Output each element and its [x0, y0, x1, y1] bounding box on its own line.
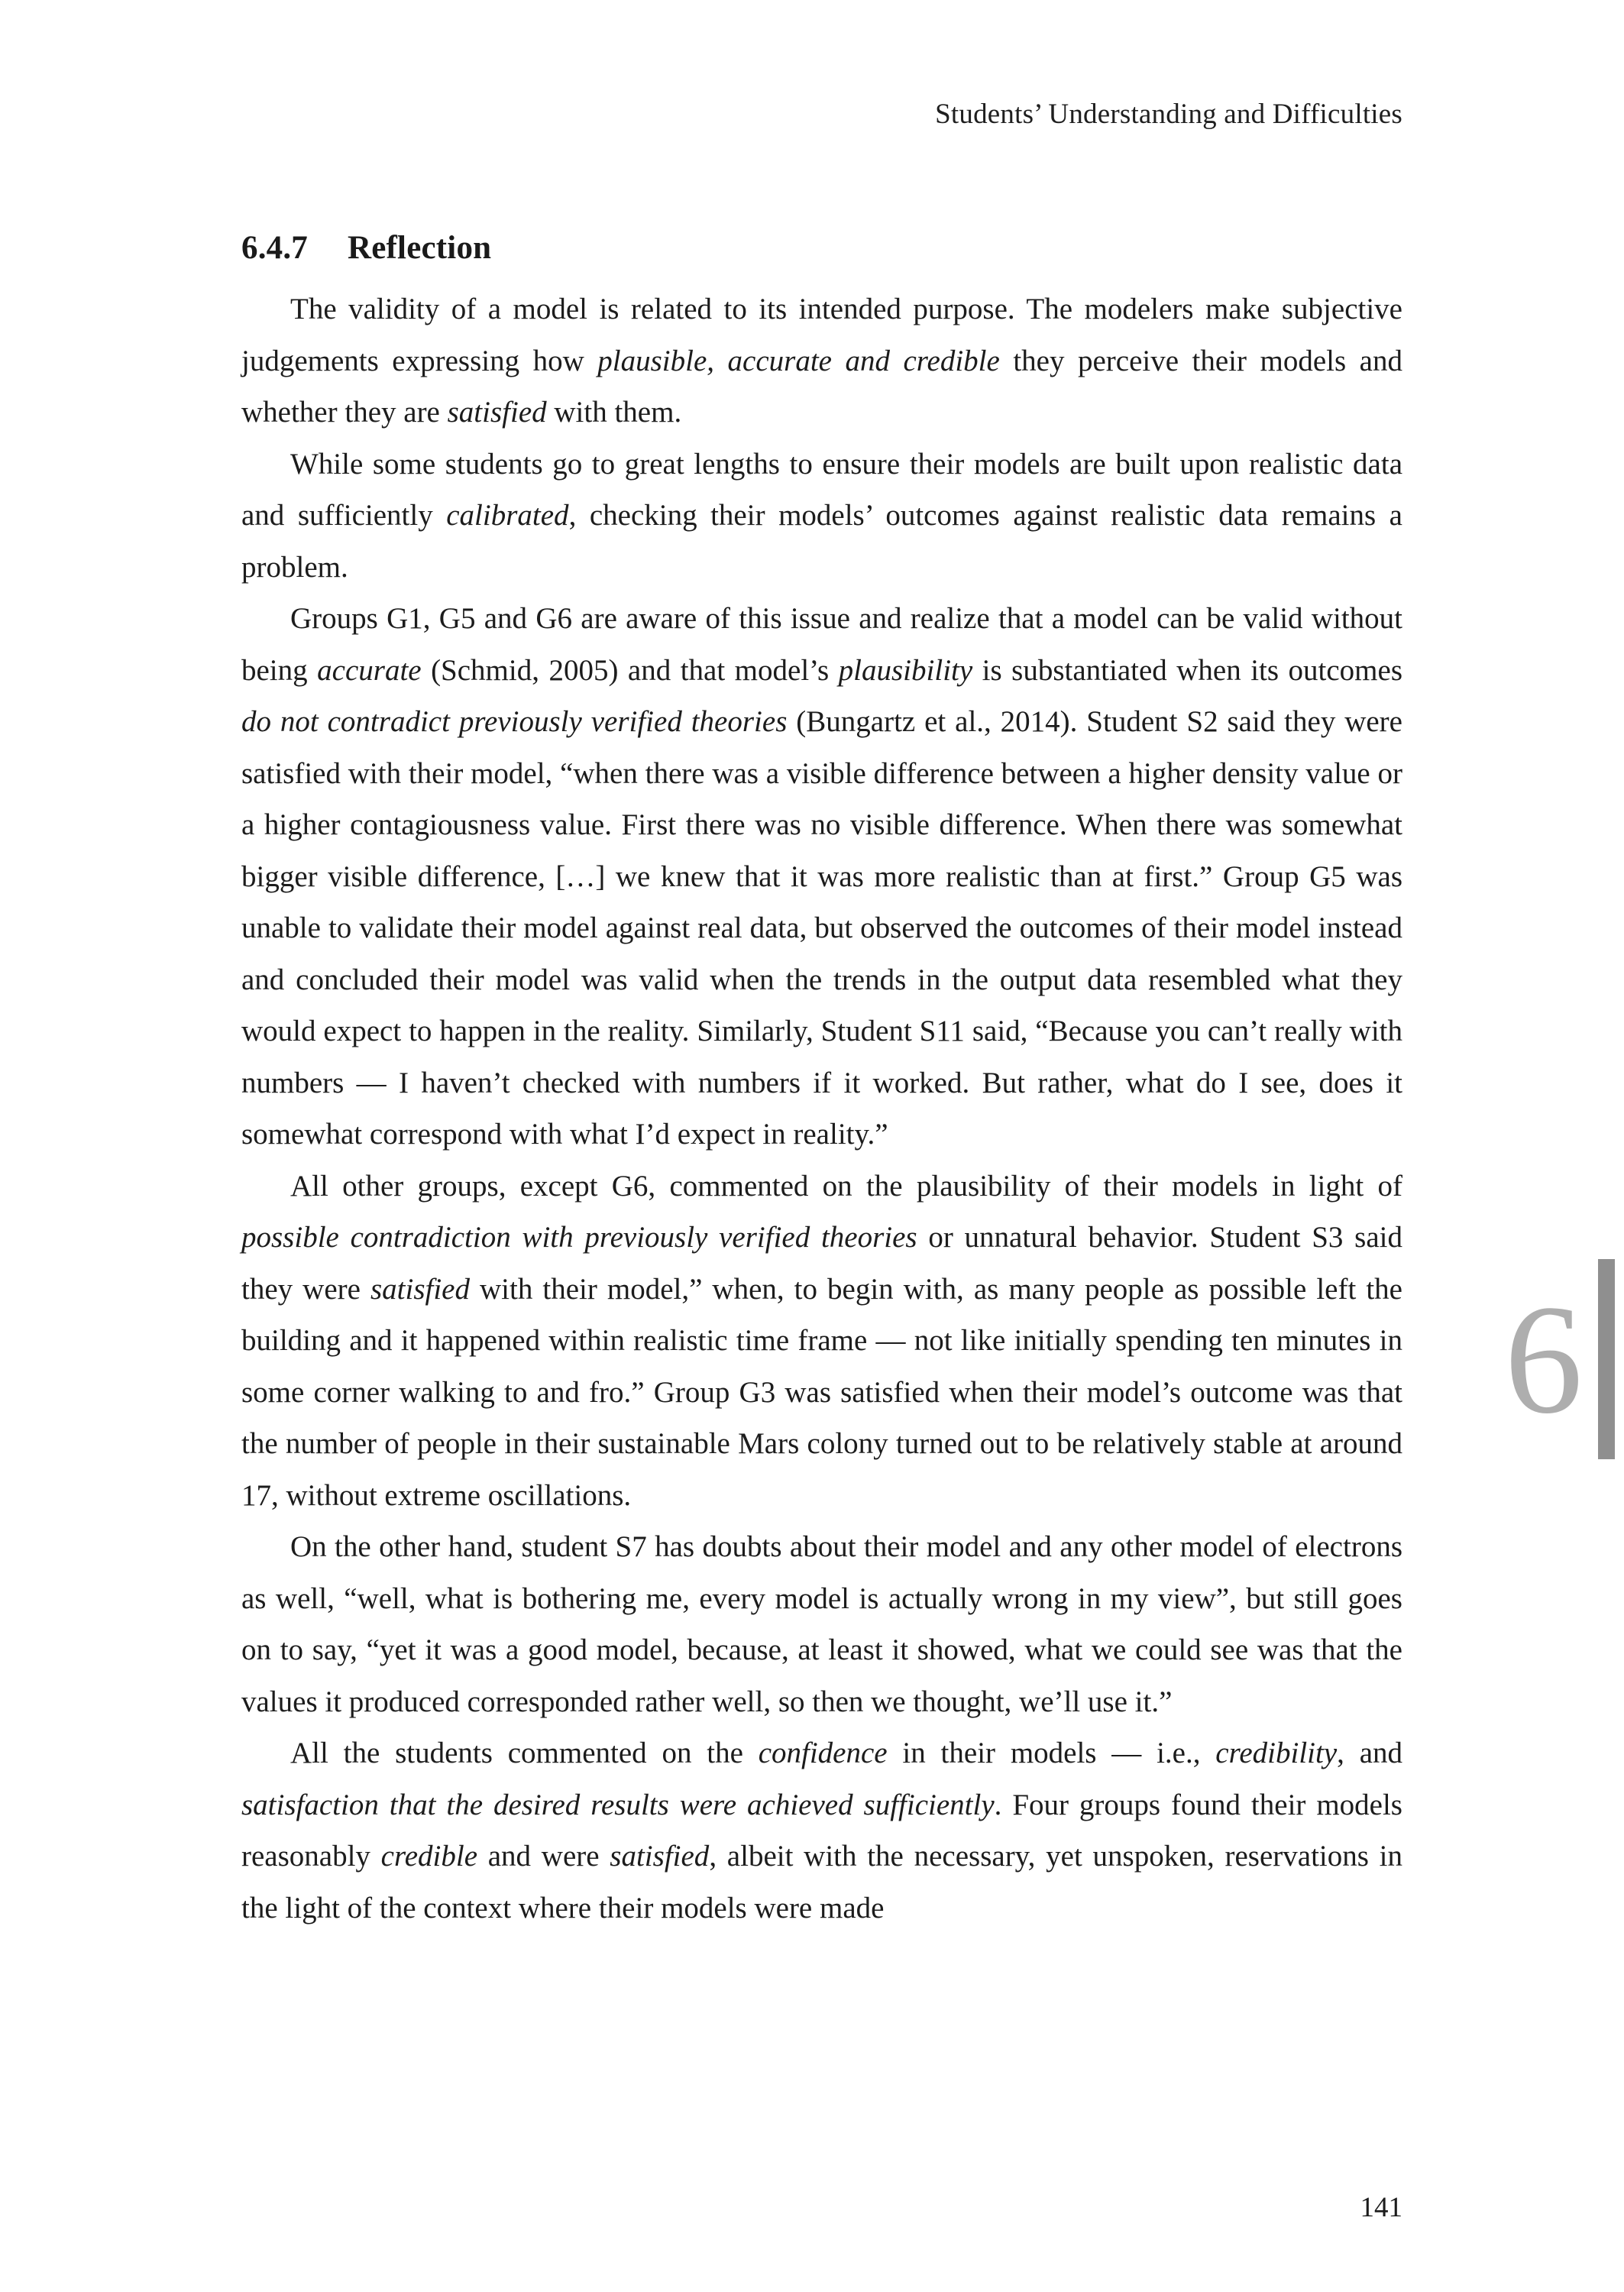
- section-number: 6.4.7: [241, 230, 308, 266]
- italic-run: satisfied: [370, 1272, 470, 1306]
- paragraph: [241, 1161, 1402, 1522]
- chapter-tab-bar: [1598, 1259, 1615, 1459]
- text-run: , albeit with the necessary, yet unspoken, reservations in the light of the context where their models were made: [241, 1840, 1402, 1925]
- chapter-tab: [1505, 1259, 1616, 1459]
- text-run: While some students go to great lengths to ensure their models are built upon realistic data and sufficiently: [241, 447, 1402, 532]
- italic-run: satisfaction that the desired results were achieved sufficiently: [241, 1788, 995, 1821]
- text-run: (Schmid, 2005) and that model’s: [421, 653, 839, 687]
- text-run: . Four groups found their models reasonably: [241, 1788, 1402, 1873]
- body-paragraphs: [241, 283, 1402, 1934]
- paragraph: [241, 1727, 1402, 1934]
- italic-run: plausibility: [838, 653, 973, 687]
- text-run: , checking their models’ outcomes against realistic data remains a problem.: [241, 499, 1402, 584]
- paragraph: [241, 439, 1402, 594]
- text-run: All other groups, except G6, commented on the plausibility of their models in light of: [290, 1169, 1402, 1203]
- section-title: Reflection: [348, 230, 492, 266]
- paragraph: [241, 593, 1402, 1161]
- text-run: (Bungartz et al., 2014). Student S2 said they were satisfied with their model, “when there was a visible difference between a higher density value or a higher contagiousness value. First there was no visible difference. When there was somewhat bigger visible difference, […] we knew that it was more realistic than at first.” Group G5 was unable to validate their model against real data, but observed the outcomes of their model instead and concluded their model was valid when the trends in the output data resembled what they would expect to happen in the reality. Similarly, Student S11 said, “Because you can’t really with numbers — I haven’t checked with numbers if it worked. But rather, what do I see, does it somewhat correspond with what I’d expect in reality.”: [241, 705, 1402, 1151]
- text-run: On the other hand, student S7 has doubts about their model and any other model of electrons as well, “well, what is bothering me, every model is actually wrong in my view”, but still goes on to say, “yet it was a good model, because, at least it showed, what we could see was that the values it produced corresponded rather well, so then we thought, we’ll use it.”: [241, 1530, 1402, 1718]
- italic-run: credible: [380, 1840, 478, 1873]
- italic-run: satisfied: [447, 396, 547, 429]
- text-run: Groups G1, G5 and G6 are aware of this issue and realize that a model can be valid without being: [241, 602, 1402, 687]
- text-run: or unnatural behavior. Student S3 said they were: [241, 1221, 1402, 1306]
- running-header: Students’ Understanding and Difficulties: [935, 99, 1402, 130]
- paragraph: [241, 283, 1402, 439]
- chapter-number: 6: [1504, 1272, 1583, 1446]
- text-run: is substantiated when its outcomes: [972, 653, 1403, 687]
- text-run: in their models — i.e.,: [887, 1737, 1216, 1769]
- italic-run: confidence: [758, 1737, 888, 1769]
- page-number: 141: [1360, 2192, 1402, 2223]
- text-run: with their model,” when, to begin with, as many people as possible left the building and it happened within realistic time frame — not like initially spending ten minutes in some corner walking to and fro.” Group G3 was satisfied when their model’s outcome was that the number of people in their sustainable Mars colony turned out to be relatively stable at around 17, without extreme oscillations.: [241, 1272, 1402, 1512]
- italic-run: accurate: [317, 653, 422, 687]
- italic-run: satisfied: [610, 1840, 710, 1873]
- text-run: and were: [477, 1840, 610, 1873]
- italic-run: credibility: [1215, 1737, 1338, 1769]
- italic-run: plausible, accurate and credible: [597, 344, 1000, 377]
- text-run: they perceive their models and whether they are: [241, 344, 1402, 429]
- section-heading: [241, 229, 1402, 267]
- text-run: The validity of a model is related to its intended purpose. The modelers make subjective judgements expressing how: [241, 293, 1402, 377]
- italic-run: do not contradict previously verified theories: [241, 705, 788, 738]
- text-run: All the students commented on the: [290, 1737, 759, 1769]
- italic-run: possible contradiction with previously verified theories: [241, 1221, 917, 1254]
- italic-run: calibrated: [446, 499, 569, 532]
- page-content: [241, 229, 1402, 1934]
- text-run: with them.: [546, 396, 682, 429]
- text-run: , and: [1337, 1737, 1403, 1769]
- paragraph: [241, 1521, 1402, 1727]
